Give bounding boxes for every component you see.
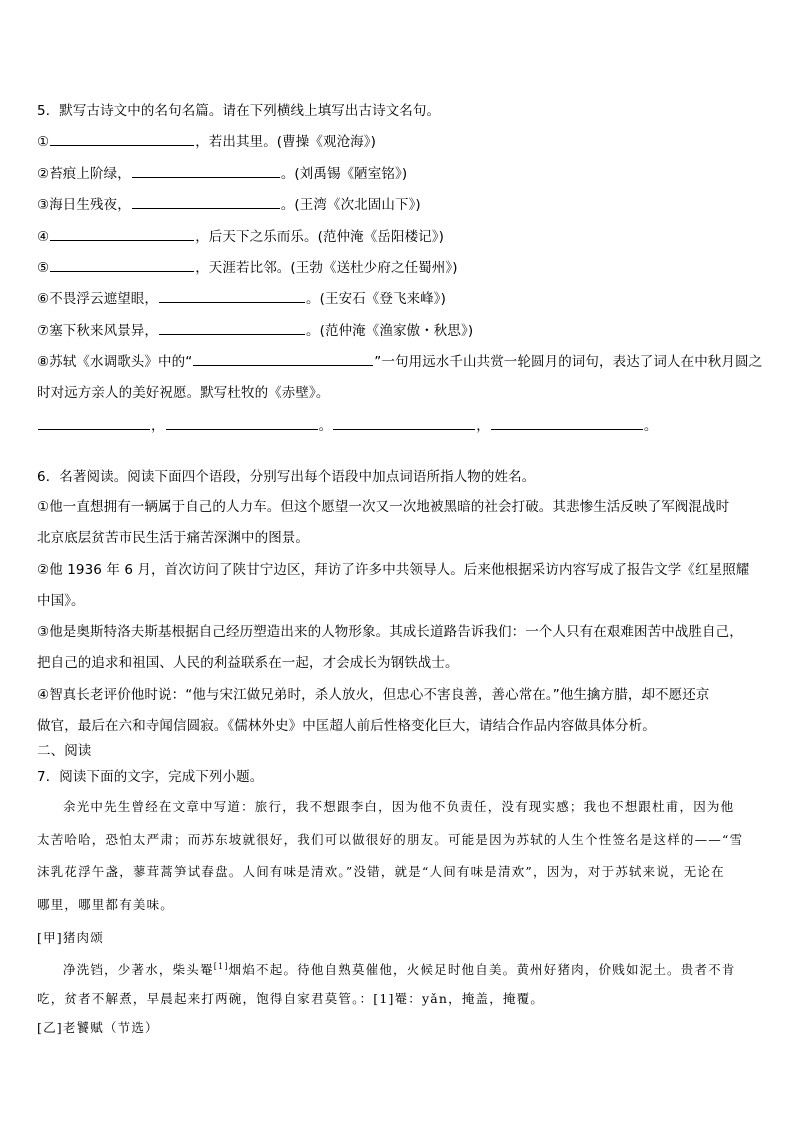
q6-paragraph-line: 把自己的追求和祖国、人民的利益联系在一起，才会成长为钢铁战士。 [37, 655, 459, 671]
section-heading: 二、阅读 [37, 743, 92, 759]
separator: 。 [318, 418, 333, 434]
answer-blank-5[interactable] [50, 259, 194, 272]
answer-blank-9[interactable] [38, 417, 150, 430]
q6-paragraph-line: 做官，最后在六和寺闻信圆寂。《儒林外史》中匡超人前后性格变化巨大，请结合作品内容做具体分析。 [37, 718, 656, 734]
q5-item-8-answer-line [37, 416, 657, 436]
item-text: 。(范仲淹《渔家傲・秋思》) [306, 323, 474, 339]
separator: ， [476, 418, 490, 434]
q6-paragraph-line: ①他一直想拥有一辆属于自己的人力车。但这个愿望一次又一次地被黑暗的社会打破。其悲惨生活反映了军阀混战时 [37, 499, 730, 515]
q5-item-8-line-2: 时对远方亲人的美好祝愿。默写杜牧的《赤壁》。 [37, 385, 330, 401]
answer-blank-11[interactable] [333, 417, 475, 430]
q5-item-7 [37, 321, 473, 341]
answer-blank-2[interactable] [132, 165, 280, 178]
q5-item-5 [37, 258, 458, 278]
q7-passage-line: 哪里，哪里都有美味。 [37, 897, 175, 912]
q7-passage-line: 沫乳花浮午盏，蓼茸蒿笋试春盘。人间有味是清欢。”没错，就是“人间有味是清欢”，因为，对于苏轼来说，无论在 [37, 864, 725, 879]
text-jia-line-2: 吃，贫者不解煮，早晨起来打两碗，饱得自家君莫管。：[1]罨：yǎn，掩盖，掩覆。 [37, 991, 545, 1006]
item-number: ⑦ [37, 323, 50, 339]
item-text: 。(王安石《登飞来峰》) [306, 291, 446, 307]
separator: ， [151, 418, 165, 434]
q5-title: 5．默写古诗文中的名句名篇。请在下列横线上填写出古诗文名句。 [37, 103, 441, 119]
answer-blank-6[interactable] [159, 290, 305, 303]
q6-paragraph-line: ③他是奥斯特洛夫斯基根据自己经历塑造出来的人物形象。其成长道路告诉我们：一个人只有在艰难困苦中战胜自己， [37, 624, 743, 640]
item-text: ，天涯若比邻。(王勃《送杜少府之任蜀州》) [195, 260, 458, 276]
poem-text: 净洗铛，少著水，柴头罨 [63, 962, 214, 978]
item-number: ③ [37, 197, 50, 213]
item-text: ，后天下之乐而乐。(范仲淹《岳阳楼记》) [195, 229, 444, 245]
q7-passage-line: 余光中先生曾经在文章中写道：旅行，我不想跟李白，因为他不负责任，没有现实感；我也不想跟杜甫，因为他 [63, 799, 735, 814]
item-text: ”一句用远水千山共赏一轮圆月的词句，表达了词人在中秋月圆之 [374, 354, 763, 370]
q5-item-6 [37, 289, 446, 309]
item-text: 不畏浮云遮望眼， [49, 291, 159, 307]
item-number: ⑥ [37, 291, 50, 307]
q5-item-2 [37, 164, 407, 184]
footnote-marker: [1] [213, 962, 229, 971]
answer-blank-10[interactable] [166, 417, 318, 430]
q5-item-4 [37, 227, 444, 247]
q6-title: 6．名著阅读。阅读下面四个语段，分别写出每个语段中加点词语所指人物的姓名。 [37, 469, 536, 485]
answer-blank-12[interactable] [491, 417, 643, 430]
item-text: ，若出其里。(曹操《观沧海》) [195, 134, 376, 150]
item-text: ⑧苏轼《水调歌头》中的“ [37, 354, 193, 370]
poem-text: 烟焰不起。待他自熟莫催他，火候足时他自美。黄州好猪肉，价贱如泥土。贵者不肯 [228, 962, 736, 978]
item-text: 苔痕上阶绿， [49, 166, 131, 182]
q5-item-1 [37, 132, 376, 152]
q6-paragraph-line: ②他 1936 年 6 月，首次访问了陕甘宁边区，拜访了许多中共领导人。后来他根据采访内容写成了报告文学《红星照耀 [37, 562, 750, 578]
q5-item-3 [37, 195, 421, 215]
answer-blank-7[interactable] [159, 322, 305, 335]
q7-title: 7．阅读下面的文字，完成下列小题。 [37, 769, 264, 785]
answer-blank-3[interactable] [132, 196, 280, 209]
item-number: ① [37, 134, 50, 150]
answer-blank-1[interactable] [50, 133, 194, 146]
q5-item-8-line-1 [37, 352, 762, 372]
q6-paragraph-line: 北京底层贫苦市民生活于痛苦深渊中的图景。 [37, 530, 309, 546]
q6-paragraph-line: ④智真长老评价他时说：“他与宋江做兄弟时，杀人放火，但忠心不害良善，善心常在。”他生擒方腊，却不愿还京 [37, 687, 710, 703]
text-yi-title: [乙]老饕赋（节选） [37, 1020, 159, 1035]
item-text: 塞下秋来风景异， [49, 323, 159, 339]
item-text: 。(刘禹锡《陋室铭》) [280, 166, 408, 182]
item-number: ④ [37, 229, 50, 245]
answer-blank-8[interactable] [193, 353, 373, 366]
q6-paragraph-line: 中国》。 [37, 593, 85, 609]
item-number: ② [37, 166, 50, 182]
separator: 。 [643, 418, 658, 434]
q7-passage-line: 太苦哈哈，恐怕太严肃；而苏东坡就很好，我们可以做很好的朋友。可能是因为苏轼的人生个性签名是这样的——“雪 [37, 832, 744, 847]
item-text: 。(王湾《次北固山下》) [280, 197, 421, 213]
text-jia-line-1 [63, 957, 736, 980]
text-jia-title: [甲]猪肉颂 [37, 930, 104, 945]
item-text: 海日生残夜， [49, 197, 131, 213]
answer-blank-4[interactable] [50, 228, 194, 241]
item-number: ⑤ [37, 260, 50, 276]
